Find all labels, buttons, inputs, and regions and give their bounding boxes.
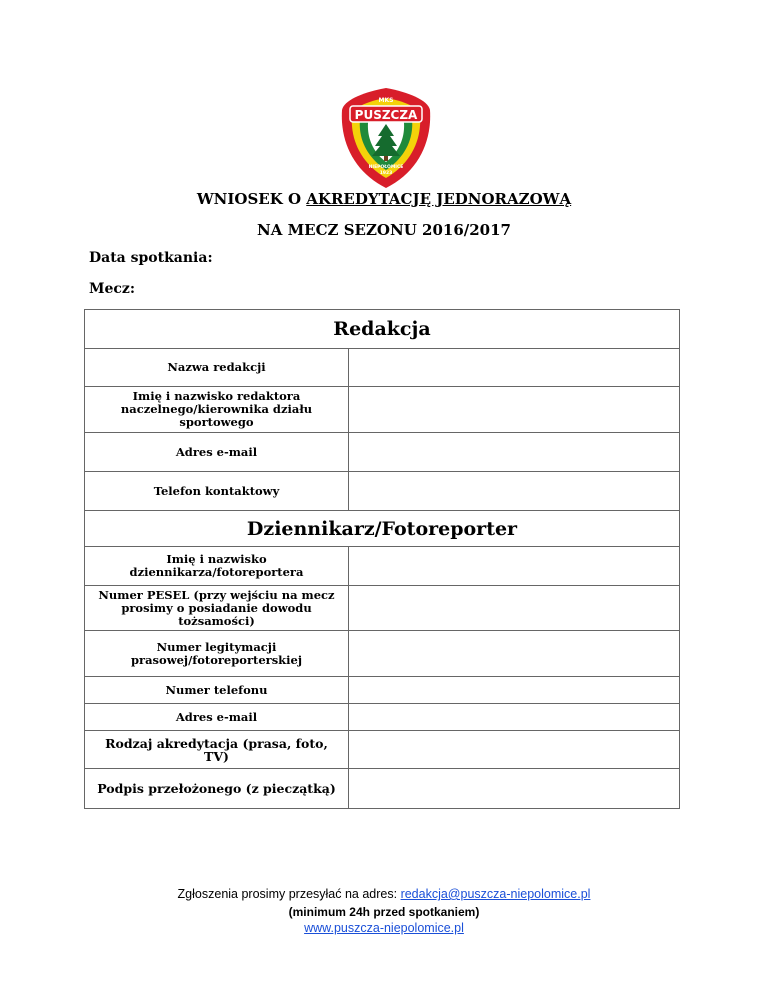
input-cell-pesel[interactable] <box>349 586 679 630</box>
field-label-accreditation-type: Rodzaj akredytacja (prasa, foto, TV) <box>85 731 349 768</box>
form-row <box>85 768 679 808</box>
document-title-line2: NA MECZ SEZONU 2016/2017 <box>257 221 511 239</box>
match-label: Mecz: <box>89 281 136 297</box>
input-cell-editorial-email[interactable] <box>349 433 679 471</box>
form-row <box>85 730 679 768</box>
form-row <box>85 348 679 386</box>
input-cell-editorial-phone[interactable] <box>349 472 679 510</box>
form-row <box>85 630 679 676</box>
form-row <box>85 676 679 703</box>
footer-website-line <box>0 921 768 935</box>
section-title-journalist: Dziennikarz/Fotoreporter <box>85 510 679 546</box>
document-title-line1: WNIOSEK O AKREDYTACJĘ JEDNORAZOWĄ <box>196 190 572 208</box>
logo-name: PUSZCZA <box>354 108 418 122</box>
logo-year: 1923 <box>379 171 393 176</box>
input-cell-editorial-name[interactable] <box>349 349 679 386</box>
club-crest-logo <box>338 86 434 190</box>
form-row <box>85 546 679 585</box>
field-label-pesel: Numer PESEL (przy wejściu na mecz prosimy o posiadanie dowodu tożsamości) <box>85 586 349 630</box>
form-row <box>85 386 679 432</box>
input-cell-journalist-name[interactable] <box>349 547 679 585</box>
field-label-supervisor-signature: Podpis przełożonego (z pieczątką) <box>85 769 349 808</box>
form-row <box>85 585 679 630</box>
footer-submission-note: Zgłoszenia prosimy przesyłać na adres: redakcja@puszcza-niepolomice.pl <box>177 887 591 901</box>
form-row <box>85 432 679 471</box>
logo-city: NIEPOŁOMICE <box>368 165 404 170</box>
form-row <box>85 703 679 730</box>
input-cell-accreditation-type[interactable] <box>349 731 679 768</box>
footer-website-link[interactable]: www.puszcza-niepolomice.pl <box>304 921 464 935</box>
input-cell-journalist-email[interactable] <box>349 704 679 730</box>
field-label-press-card: Numer legitymacji prasowej/fotoreporterskiej <box>85 631 349 676</box>
field-label-journalist-email: Adres e-mail <box>85 704 349 730</box>
form-row <box>85 471 679 510</box>
input-cell-journalist-phone[interactable] <box>349 677 679 703</box>
logo-top-text: MKS <box>378 97 394 104</box>
field-label-editorial-email: Adres e-mail <box>85 433 349 471</box>
field-label-journalist-phone: Numer telefonu <box>85 677 349 703</box>
field-label-journalist-name: Imię i nazwisko dziennikarza/fotoreportera <box>85 547 349 585</box>
footer-deadline-note: (minimum 24h przed spotkaniem) <box>288 905 480 919</box>
input-cell-press-card[interactable] <box>349 631 679 676</box>
input-cell-editor-in-chief[interactable] <box>349 387 679 432</box>
input-cell-supervisor-signature[interactable] <box>349 769 679 808</box>
accreditation-form-table <box>84 309 680 809</box>
footer-email-link[interactable]: redakcja@puszcza-niepolomice.pl <box>400 887 591 901</box>
section-title-editorial: Redakcja <box>333 318 431 340</box>
field-label-editorial-name: Nazwa redakcji <box>85 349 349 386</box>
field-label-editorial-phone: Telefon kontaktowy <box>85 472 349 510</box>
field-label-editor-in-chief: Imię i nazwisko redaktora naczelnego/kierownika działu sportowego <box>85 387 349 432</box>
match-date-label: Data spotkania: <box>89 250 213 266</box>
